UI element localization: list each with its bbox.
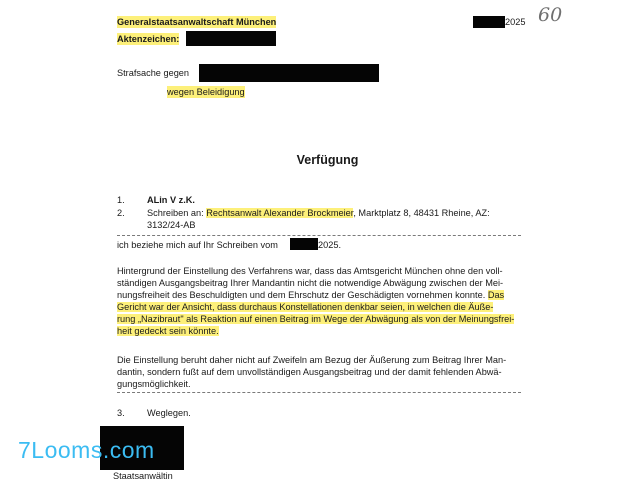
highlighted-text: Gericht war der Ansicht, dass durchaus Konstellationen denkbar seien, in welchen die Äuße- [117,302,494,312]
paragraph-line: ständigen Ausgangsbeitrag Ihrer Mandantin nicht die notwendige Abwägung zwischen der Mei- [117,278,504,288]
section-divider [117,392,521,393]
header-year: 2025 [505,17,526,27]
charge-line: wegen Beleidigung [167,87,245,97]
paragraph-line: Die Einstellung beruht daher nicht auf Zweifeln am Bezug der Äußerung zum Beitrag Ihrer Man- [117,355,507,365]
strafsache-label: Strafsache gegen [117,68,190,78]
watermark-logo: 7Looms.com [18,437,155,463]
authority-name: Generalstaatsanwaltschaft München [117,17,277,27]
document-title: Verfügung [296,153,359,167]
letter-intro-text: ich beziehe mich auf Ihr Schreiben vom [117,240,278,250]
highlighted-text: Das [487,290,505,300]
item-number: 3. [117,408,125,418]
letter-intro-year: 2025. [318,240,341,250]
handwritten-page-number: 60 [538,4,563,26]
signer-title: Staatsanwältin [113,471,173,480]
paragraph-line-text: nungsfreiheit des Beschuldigten und dem Ehrschutz der Geschädigten vornehmen konnte. [117,290,486,300]
paragraph-background [117,265,547,337]
redacted-date [473,16,505,28]
paragraph-line [117,301,547,313]
item-text: ALin V z.K. [147,195,195,205]
recipient-address: , Marktplatz 8, 48431 Rheine, AZ: [353,208,490,218]
item-number: 2. [117,208,125,218]
section-divider [117,235,521,236]
item-prefix: Schreiben an: [147,208,207,218]
paragraph-line [117,313,547,325]
paragraph-line [117,325,547,337]
redacted-aktenzeichen [186,31,276,46]
aktenzeichen-label: Aktenzeichen: [117,34,180,44]
redacted-letter-date [290,238,318,250]
item-recipient-line [147,207,490,219]
paragraph-line: dantin, sondern fußt auf dem unvollständigen Ausgangsbeitrag und der damit fehlenden Abwä- [117,367,502,377]
item-number: 1. [117,195,125,205]
highlighted-text: heit gedeckt sein könnte. [117,326,219,336]
paragraph-reasoning [117,354,547,390]
paragraph-line [117,289,547,301]
highlighted-text: rung „Nazibraut" als Reaktion auf einen Beitrag im Wege der Abwägung als von der Meinungsfrei- [117,314,515,324]
paragraph-line: gungsmöglichkeit. [117,379,191,389]
recipient-az: 3132/24-AB [147,220,196,230]
redacted-defendant-name [199,64,379,82]
recipient-name: Rechtsanwalt Alexander Brockmeier [206,208,354,218]
paragraph-line: Hintergrund der Einstellung des Verfahrens war, dass das Amtsgericht München ohne den voll- [117,266,503,276]
item-text: Weglegen. [147,408,191,418]
